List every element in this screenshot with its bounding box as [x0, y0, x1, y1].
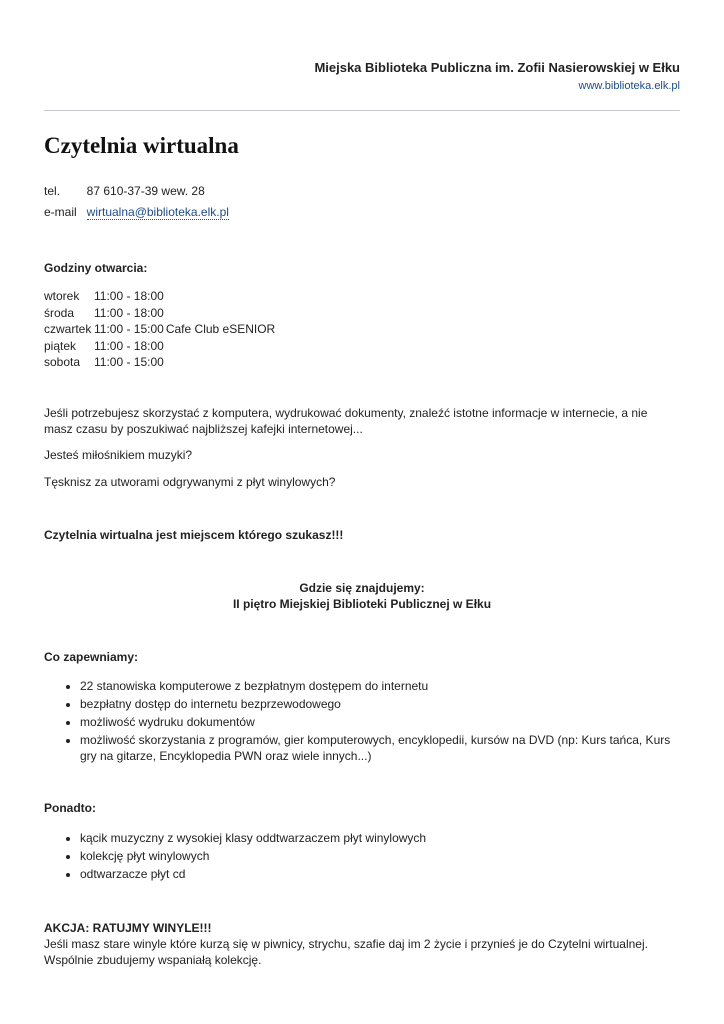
- hours-day: sobota: [44, 355, 81, 369]
- offer-heading: Co zapewniamy:: [44, 650, 139, 664]
- location-text: II piętro Miejskiej Biblioteki Publicznej w Ełku: [232, 597, 492, 611]
- hours-row: [44, 305, 277, 322]
- email-link[interactable]: wirtualna@biblioteka.elk.pl: [86, 205, 229, 219]
- tel-value: 87 610-37-39 wew. 28: [86, 184, 205, 198]
- intro-question-vinyl: Tęsknisz za utworami odgrywanymi z płyt winylowych?: [44, 475, 336, 489]
- offer-list: [44, 678, 680, 766]
- hours-day: środa: [44, 305, 75, 320]
- list-item: • możliwość wydruku dokumentów: [80, 714, 680, 730]
- hours-time: 11:00 - 15:00: [94, 355, 164, 369]
- list-item: • odtwarzacze płyt cd: [80, 866, 680, 882]
- page-header: [314, 60, 680, 92]
- hours-note: Cafe Club eSENIOR: [165, 322, 276, 336]
- hours-time: 11:00 - 18:00: [94, 305, 164, 320]
- tagline: Czytelnia wirtualna jest miejscem którego szukasz!!!: [44, 528, 344, 542]
- hours-row: [44, 288, 277, 305]
- hours-time: 11:00 - 15:00: [94, 322, 164, 336]
- hours-note: [166, 354, 277, 371]
- email-label: e-mail: [44, 205, 77, 219]
- hours-row: [44, 354, 277, 371]
- header-divider: [44, 110, 680, 111]
- location-heading: Gdzie się znajdujemy:: [299, 581, 425, 595]
- list-item: • kącik muzyczny z wysokiej klasy oddtwarzaczem płyt winylowych: [80, 830, 680, 846]
- action-heading: AKCJA: RATUJMY WINYLE!!!: [44, 921, 212, 935]
- hours-day: czwartek: [44, 322, 92, 336]
- library-name: Miejska Biblioteka Publiczna im. Zofii Nasierowskiej w Ełku: [314, 60, 680, 75]
- library-url-link[interactable]: www.biblioteka.elk.pl: [578, 80, 680, 92]
- extra-list: [44, 830, 680, 884]
- page-title: Czytelnia wirtualna: [44, 133, 239, 158]
- action-text: Jeśli masz stare winyle które kurzą się w piwnicy, strychu, szafie daj im 2 życie i przynieś je do Czytelni wirtualnej. Wspólnie zbudujemy wspaniałą kolekcję.: [44, 937, 648, 967]
- hours-table: [44, 288, 277, 371]
- hours-heading: Godziny otwarcia:: [44, 261, 148, 275]
- hours-day: wtorek: [44, 289, 80, 303]
- tel-label: tel.: [44, 184, 61, 198]
- intro-paragraph: Jeśli potrzebujesz skorzystać z komputera, wydrukować dokumenty, znaleźć istotne informacje w internecie, a nie masz czasu by poszukiwać najbliższej kafejki internetowej...: [44, 406, 648, 436]
- contact-table: [44, 183, 239, 225]
- extra-heading: Ponadto:: [44, 801, 96, 815]
- list-item: • kolekcję płyt winylowych: [80, 848, 680, 864]
- list-item: • 22 stanowiska komputerowe z bezpłatnym dostępem do internetu: [80, 678, 680, 694]
- list-item: • możliwość skorzystania z programów, gier komputerowych, encyklopedii, kursów na DVD (np: Kurs tańca, Kurs gry na gitarze, Encyklopedia PWN oraz wiele innych...): [80, 732, 680, 764]
- hours-note: [166, 338, 277, 355]
- list-item: • bezpłatny dostęp do internetu bezprzewodowego: [80, 696, 680, 712]
- contact-row-email: [44, 204, 239, 225]
- hours-day: piątek: [44, 338, 77, 353]
- intro-question-music: Jesteś miłośnikiem muzyki?: [44, 448, 193, 462]
- hours-row: [44, 321, 277, 338]
- hours-note: [166, 288, 277, 305]
- hours-row: [44, 338, 277, 355]
- hours-time: 11:00 - 18:00: [94, 289, 164, 303]
- contact-row-tel: [44, 183, 239, 204]
- hours-time: 11:00 - 18:00: [94, 338, 164, 353]
- hours-note: [166, 305, 277, 322]
